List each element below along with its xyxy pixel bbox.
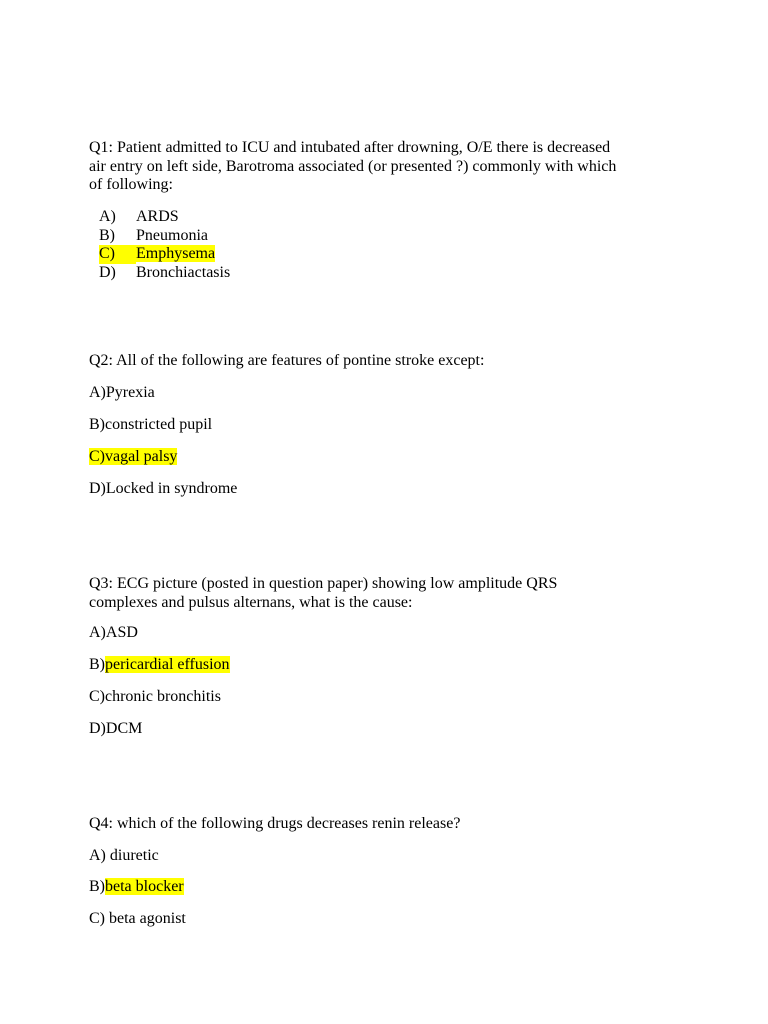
question-2-option-d: D)Locked in syndrome: [89, 480, 238, 497]
option-text: Bronchiactasis: [136, 264, 231, 281]
question-3-option-b-answer: [89, 656, 230, 675]
option-text-highlighted: Emphysema: [136, 245, 216, 262]
question-1-option-d: [99, 264, 230, 283]
option-text-highlighted: beta blocker: [105, 878, 184, 895]
question-4-option-a: A) diuretic: [89, 847, 159, 864]
option-letter: B): [89, 656, 105, 673]
question-1-option-c-answer: [99, 245, 215, 264]
question-4-option-b-answer: [89, 878, 184, 897]
question-3-option-c: C)chronic bronchitis: [89, 688, 221, 705]
question-1-option-a: [99, 208, 179, 227]
question-2-option-b: B)constricted pupil: [89, 416, 213, 433]
option-text-highlighted: C)vagal palsy: [89, 448, 178, 465]
option-letter: B): [99, 227, 115, 244]
option-letter: B): [89, 878, 105, 895]
question-2-option-a: A)Pyrexia: [89, 384, 155, 401]
question-4-option-c: C) beta agonist: [89, 910, 186, 927]
question-3-option-d: D)DCM: [89, 720, 143, 737]
option-text-highlighted: pericardial effusion: [105, 656, 230, 673]
question-4-text: Q4: which of the following drugs decreases renin release?: [89, 815, 461, 832]
option-letter: D): [99, 264, 116, 281]
question-3-text: Q3: ECG picture (posted in question paper) showing low amplitude QRS complexes and pulsus alternans, what is the cause:: [89, 575, 558, 611]
question-2-text: Q2: All of the following are features of pontine stroke except:: [89, 352, 485, 369]
question-3-option-a: A)ASD: [89, 624, 138, 641]
option-letter: C): [99, 245, 136, 264]
question-1-text: Q1: Patient admitted to ICU and intubated after drowning, O/E there is decreased air entry on left side, Barotroma associated (or presented ?) commonly with which of following:: [89, 139, 617, 193]
option-text: ARDS: [136, 208, 179, 225]
question-2-option-c-answer: [89, 448, 177, 467]
option-letter: A): [99, 208, 116, 225]
option-text: Pneumonia: [136, 227, 208, 244]
question-1-option-b: [99, 227, 208, 246]
